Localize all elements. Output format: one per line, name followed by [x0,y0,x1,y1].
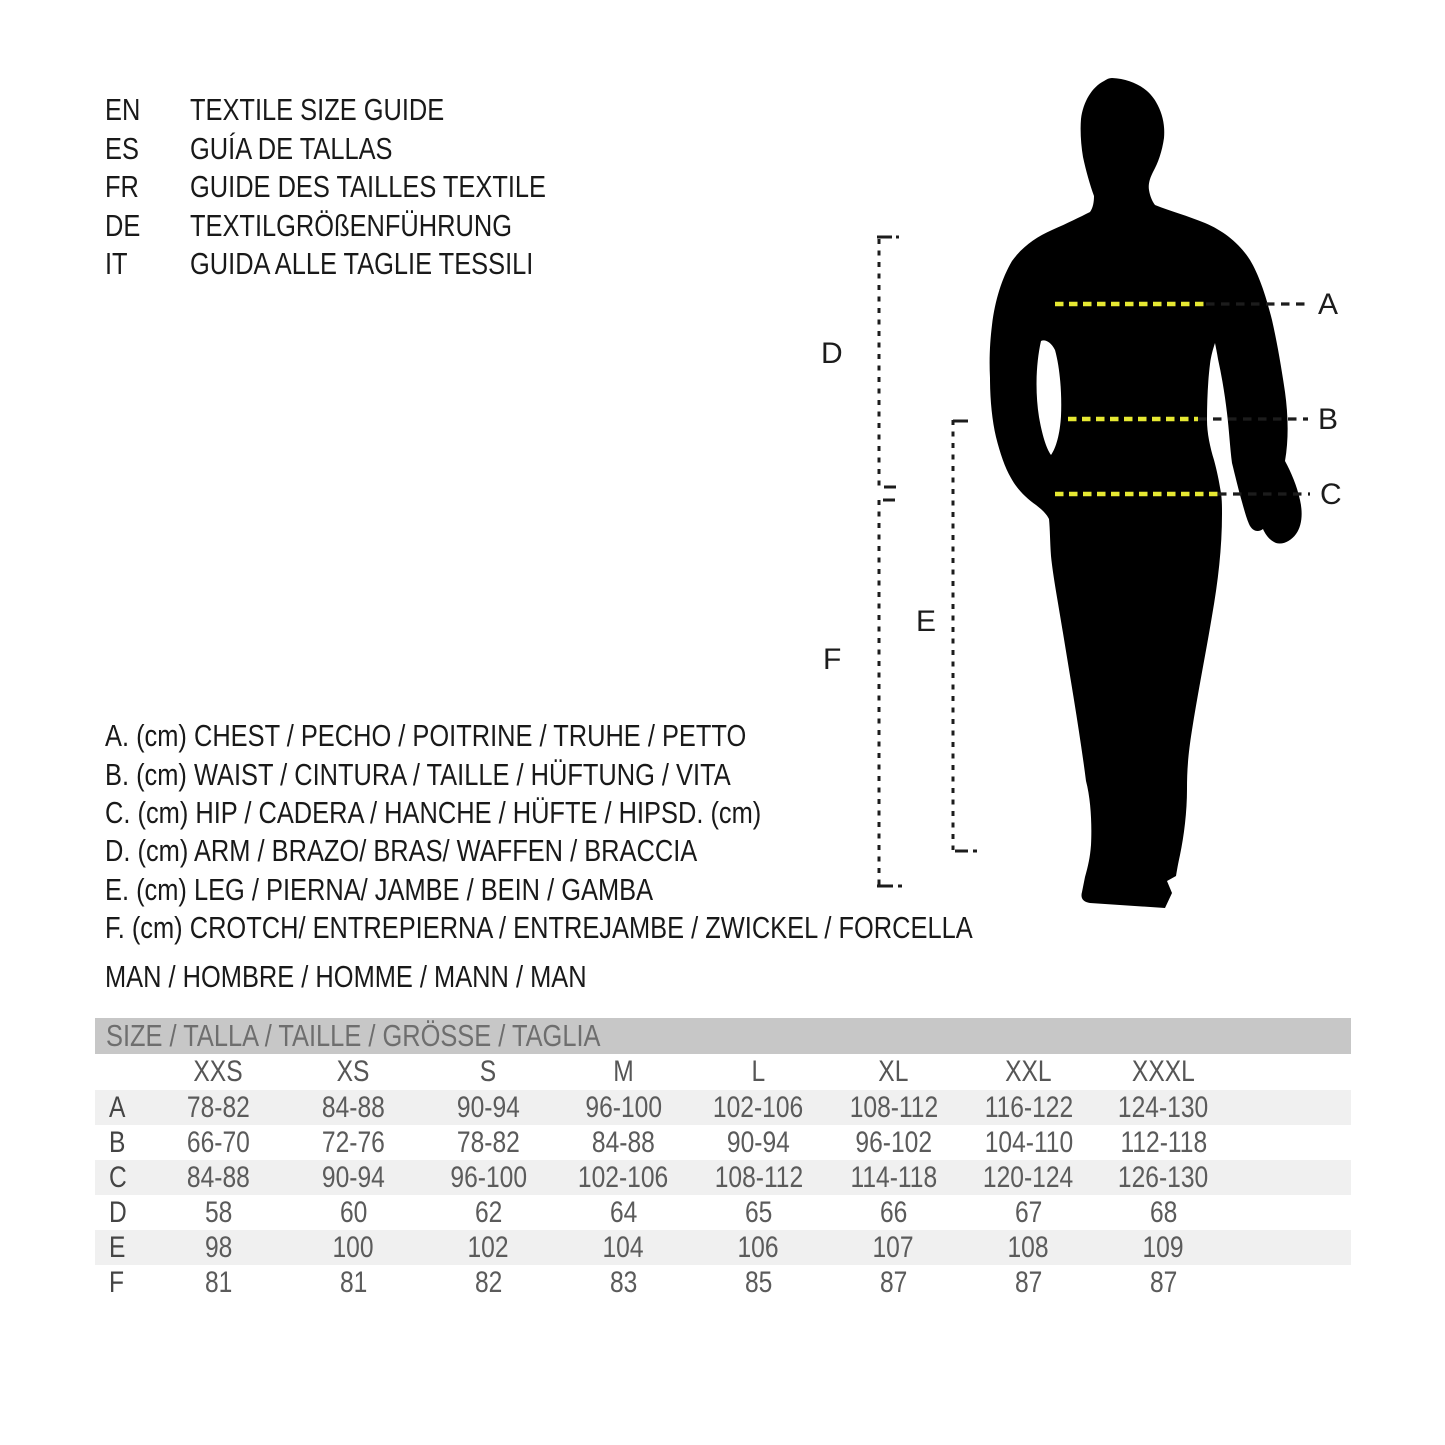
legend-row [105,832,1163,870]
size-value-cell: 67 [1014,1195,1043,1229]
size-value-cell: 126-130 [1118,1160,1209,1194]
guide-title: GUIDE DES TAILLES TEXTILE [190,169,547,205]
size-value-cell: 120-124 [983,1160,1074,1194]
size-value-cell: 78-82 [457,1125,520,1159]
size-value-cell: 65 [744,1195,773,1229]
marker-label-b: B [1318,403,1339,436]
language-code: EN [105,92,141,128]
category-line [105,958,692,996]
size-value-cell: 109 [1142,1230,1185,1264]
size-value-cell: 108-112 [849,1090,938,1124]
legend-text: D. (cm) ARM / BRAZO/ BRAS/ WAFFEN / BRACCIA [105,833,698,869]
size-value-cell: 84-88 [187,1160,250,1194]
table-row [95,1160,1351,1195]
legend-text: B. (cm) WAIST / CINTURA / TAILLE / HÜFTUNG / VITA [105,756,731,792]
legend-row [105,909,1163,947]
size-column-header: L [751,1055,766,1088]
size-value-cell: 100 [332,1230,375,1264]
language-code: FR [105,169,139,205]
marker-label-e: E [916,605,937,638]
size-value-cell: 62 [474,1195,503,1229]
size-column-header: XXS [193,1055,244,1088]
size-value-cell: 90-94 [457,1090,520,1124]
legend-text: F. (cm) CROTCH/ ENTREPIERNA / ENTREJAMBE / ZWICKEL / FORCELLA [105,910,973,946]
table-row [95,1230,1351,1265]
category-line-text: MAN / HOMBRE / HOMME / MANN / MAN [105,959,587,994]
legend-text: C. (cm) HIP / CADERA / HANCHE / HÜFTE / HIPSD. (cm) [105,794,762,830]
marker-label-f: F [823,643,842,676]
row-label: A [109,1090,126,1124]
size-value-cell: 107 [872,1230,915,1264]
size-value-cell: 112-118 [1120,1125,1207,1159]
size-value-cell: 124-130 [1118,1090,1209,1124]
size-column-header: XS [337,1055,370,1088]
size-value-cell: 87 [1014,1265,1043,1299]
size-value-cell: 90-94 [322,1160,385,1194]
size-value-cell: 58 [204,1195,233,1229]
size-value-cell: 66-70 [187,1125,250,1159]
language-row [105,207,624,246]
size-value-cell: 60 [339,1195,368,1229]
size-table-columns-row [95,1054,1351,1090]
size-value-cell: 114-118 [850,1160,937,1194]
language-code: DE [105,207,141,243]
size-column-header: XXXL [1132,1055,1195,1088]
table-row [95,1265,1351,1300]
row-label: E [109,1230,126,1264]
size-value-cell: 66 [879,1195,908,1229]
size-column-header: S [480,1055,497,1088]
size-column-header: M [613,1055,634,1088]
size-table [95,1018,1351,1300]
size-value-cell: 108 [1007,1230,1050,1264]
legend-text: E. (cm) LEG / PIERNA/ JAMBE / BEIN / GAMBA [105,871,654,907]
size-value-cell: 87 [879,1265,908,1299]
guide-title: TEXTILGRÖßENFÜHRUNG [190,207,513,243]
guide-title: GUÍA DE TALLAS [190,130,393,166]
language-row [105,245,624,284]
marker-label-a: A [1318,288,1339,321]
size-value-cell: 90-94 [727,1125,790,1159]
size-value-cell: 84-88 [322,1090,385,1124]
size-column-header: XL [878,1055,909,1088]
language-code: ES [105,130,139,166]
guide-title: TEXTILE SIZE GUIDE [190,92,445,128]
language-title-block [105,91,624,284]
size-value-cell: 68 [1149,1195,1178,1229]
legend-row [105,717,1163,755]
size-table-body [95,1090,1351,1300]
marker-label-c: C [1320,478,1342,511]
language-row [105,130,624,169]
size-value-cell: 81 [339,1265,368,1299]
size-value-cell: 96-100 [450,1160,527,1194]
size-value-cell: 84-88 [592,1125,655,1159]
size-value-cell: 102-106 [713,1090,804,1124]
size-value-cell: 104 [602,1230,645,1264]
size-value-cell: 98 [204,1230,233,1264]
size-value-cell: 104-110 [984,1125,1073,1159]
guide-title: GUIDA ALLE TAGLIE TESSILI [190,246,534,282]
row-label: C [109,1160,127,1194]
size-value-cell: 87 [1149,1265,1178,1299]
size-table-header-band [95,1018,1351,1054]
language-code: IT [105,246,128,282]
table-row [95,1125,1351,1160]
size-value-cell: 85 [744,1265,773,1299]
row-label: D [109,1195,127,1229]
size-value-cell: 96-100 [585,1090,662,1124]
size-value-cell: 81 [204,1265,233,1299]
table-row [95,1195,1351,1230]
size-value-cell: 106 [737,1230,780,1264]
size-value-cell: 78-82 [187,1090,250,1124]
size-value-cell: 64 [609,1195,638,1229]
size-value-cell: 83 [609,1265,638,1299]
size-value-cell: 96-102 [855,1125,932,1159]
marker-label-d: D [821,337,843,370]
table-row [95,1090,1351,1125]
size-value-cell: 108-112 [714,1160,803,1194]
size-value-cell: 116-122 [984,1090,1073,1124]
size-value-cell: 72-76 [322,1125,385,1159]
language-row [105,91,624,130]
legend-row [105,794,1163,832]
measurement-legend [105,717,1163,947]
row-label: F [109,1265,125,1299]
legend-row [105,755,1163,793]
size-column-header: XXL [1005,1055,1052,1088]
size-table-header-text: SIZE / TALLA / TAILLE / GRÖSSE / TAGLIA [106,1018,601,1053]
language-row [105,168,624,207]
row-label: B [109,1125,126,1159]
size-value-cell: 102-106 [578,1160,669,1194]
legend-text: A. (cm) CHEST / PECHO / POITRINE / TRUHE / PETTO [105,718,747,754]
legend-row [105,871,1163,909]
size-value-cell: 82 [474,1265,503,1299]
size-value-cell: 102 [467,1230,510,1264]
